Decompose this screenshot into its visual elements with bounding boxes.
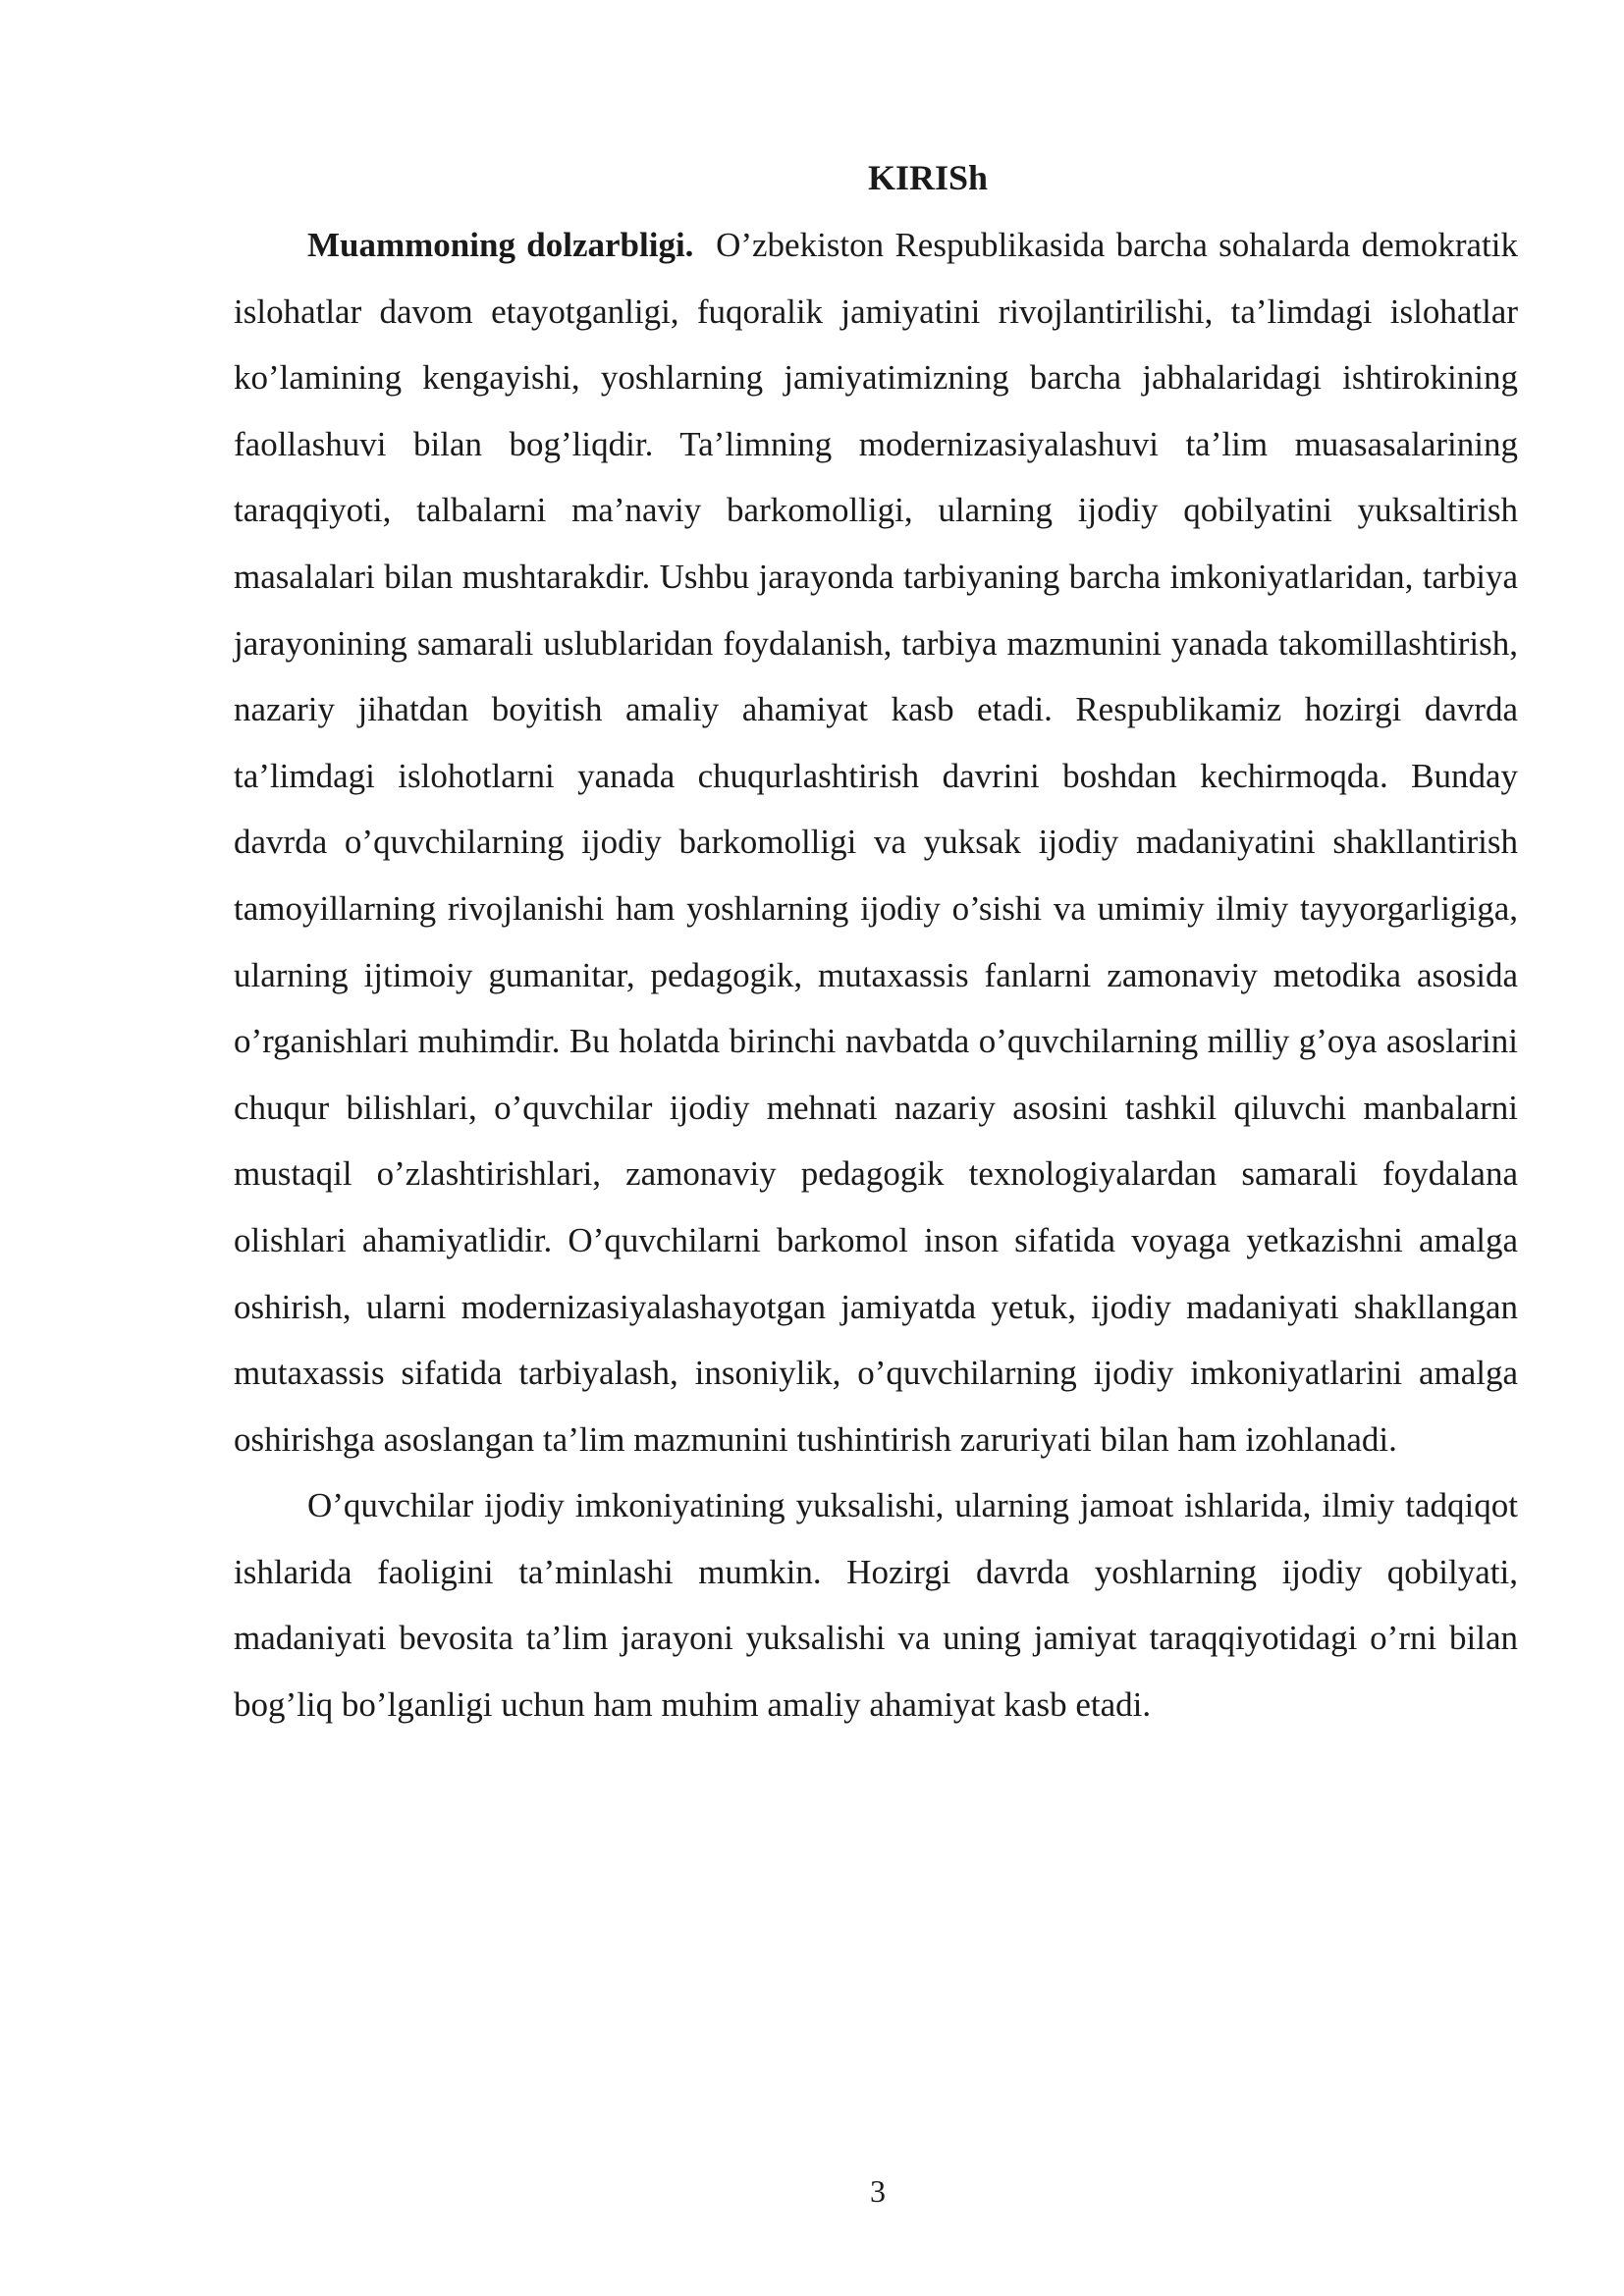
page-number: 3 [870, 2173, 886, 2209]
document-body [234, 212, 1518, 1738]
page-title: KIRISh [867, 158, 989, 197]
paragraph-creativity: O’quvchilar ijodiy imkoniyatining yuksalishi, ularning jamoat ishlarida, ilmiy tadqiqot ishlarida faoligini ta’minlashi mumkin. Hozirgi davrda yoshlarning ijodiy qobilyati, madaniyati bevosita ta’lim jarayoni yuksalishi va uning jamiyat taraqqiyotidagi o’rni bilan bog’liq bo’lganligi uchun ham muhim amaliy ahamiyat kasb etadi. [234, 1486, 1518, 1725]
paragraph-relevance [234, 212, 1518, 1472]
paragraph-relevance-text: O’zbekiston Respublikasida barcha sohalarda demokratik islohatlar davom etayotganligi, fuqoralik jamiyatini rivojlantirilishi, ta’limdagi islohatlar ko’lamining kengayishi, yoshlarning jamiyatimizning barcha jabhalaridagi ishtirokining faollashuvi bilan bog’liqdir. Ta’limning modernizasiyalashuvi ta’lim muasasalarining taraqqiyoti, talbalarni ma’naviy barkomolligi, ularning ijodiy qobilyatini yuksaltirish masalalari bilan mushtarakdir. Ushbu jarayonda tarbiyaning barcha imkoniyatlaridan, tarbiya jarayonining samarali uslublaridan foydalanish, tarbiya mazmunini yanada takomillashtirish, nazariy jihatdan boyitish amaliy ahamiyat kasb etadi. Respublikamiz hozirgi davrda ta’limdagi islohotlarni yanada chuqurlashtirish davrini boshdan kechirmoqda. Bunday davrda o’quvchilarning ijodiy barkomolligi va yuksak ijodiy madaniyatini shakllantirish tamoyillarning rivojlanishi ham yoshlarning ijodiy o’sishi va umimiy ilmiy tayyorgarligiga, ularning ijtimoiy gumanitar, pedagogik, mutaxassis fanlarni zamonaviy metodika asosida o’rganishlari muhimdir. Bu holatda birinchi navbatda o’quvchilarning milliy g’oya asoslarini chuqur bilishlari, o’quvchilar ijodiy mehnati nazariy asosini tashkil qiluvchi manbalarni mustaqil o’zlashtirishlari, zamonaviy pedagogik texnologiyalardan samarali foydalana olishlari ahamiyatlidir. O’quvchilarni barkomol inson sifatida voyaga yetkazishni amalga oshirish, ularni modernizasiyalashayotgan jamiyatda yetuk, ijodiy madaniyati shakllangan mutaxassis sifatida tarbiyalash, insoniylik, o’quvchilarning ijodiy imkoniyatlarini amalga oshirishga asoslangan ta’lim mazmunini tushintirish zaruriyati bilan ham izohlanadi. [234, 226, 1518, 1459]
paragraph-lead: Muammoning dolzarbligi. [307, 226, 694, 264]
